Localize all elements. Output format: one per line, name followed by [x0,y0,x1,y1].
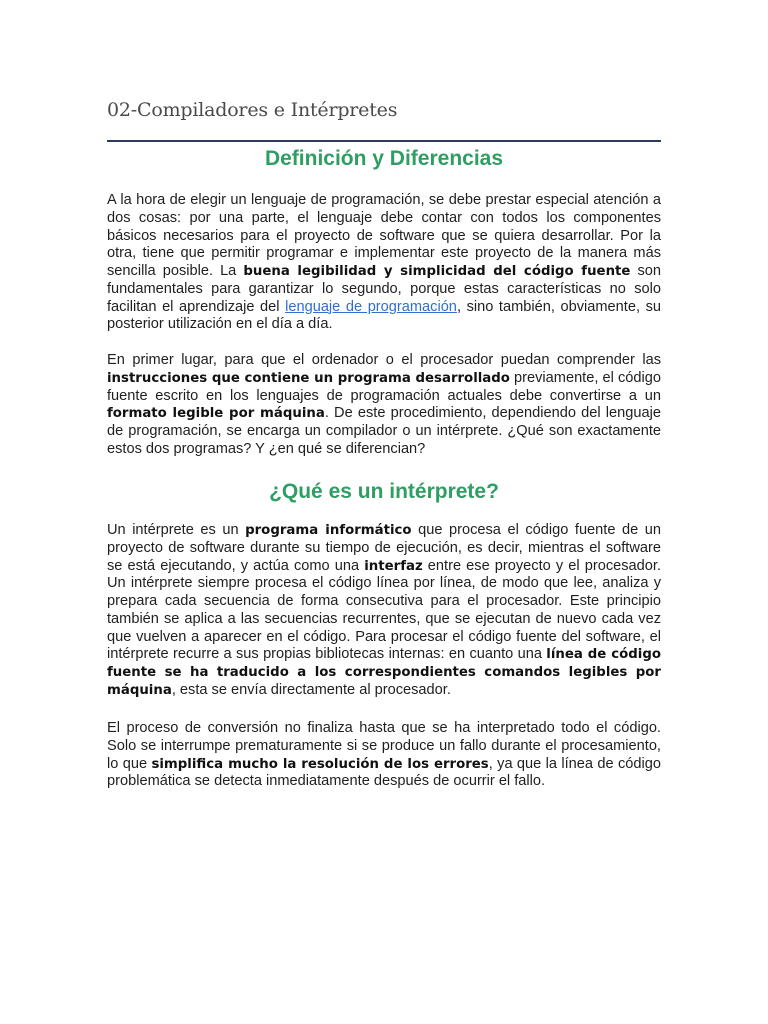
document-title: 02-Compiladores e Intérpretes [107,99,398,121]
text-run: En primer lugar, para que el ordenador o el procesador puedan comprender las [107,352,661,368]
bold-run: formato legible por máquina [107,406,325,422]
text-run: El proceso de conversión no finaliza hasta que se ha interpretado todo el código. Solo se interrumpe prematuramente si se produce un fallo durante el procesamiento, lo que [107,720,661,772]
text-run: previamente, el código fuente escrito en los lenguajes de programación actuales debe convertirse a un [107,369,661,404]
text-run: A la hora de elegir un lenguaje de programación, se debe prestar especial atención a dos cosas: por una parte, el lenguaje debe contar con todos los componentes básicos necesarios para el proyecto de software que se quiera desarrollar. Por la otra, tiene que permitir programar e implementar este proyecto de la manera más sencilla posible. La [107,192,661,279]
paragraph-intro [107,192,661,334]
link-lenguaje-de-programacion[interactable]: lenguaje de programación [285,298,457,315]
title-divider [107,140,661,142]
text-run: . De este procedimiento, dependiendo del lenguaje de programación, se encarga un compilador o un intérprete. ¿Qué son exactamente estos dos programas? Y ¿en qué se diferencian? [107,405,661,457]
text-run: , esta se envía directamente al procesador. [171,681,451,698]
paragraph-interprete [107,522,661,700]
text-run: son fundamentales para garantizar lo segundo, porque estas características no solo facilitan el aprendizaje del [107,263,661,315]
text-run: , sino también, obviamente, su posterior utilización en el día a día. [107,298,661,333]
bold-run: buena legibilidad y simplicidad del código fuente [243,264,631,279]
bold-run: simplifica mucho la resolución de los errores [151,756,489,772]
bold-run: línea de código fuente se ha traducido a los correspondientes comandos legibles por máquina [107,647,661,698]
paragraph-primer-lugar [107,352,661,459]
bold-run: instrucciones que contiene un programa desarrollado [107,370,510,386]
section-heading-interprete: ¿Qué es un intérprete? [269,480,499,503]
bold-run: programa informático [245,523,412,538]
text-run: Un intérprete es un [107,522,246,538]
text-run: entre ese proyecto y el procesador. Un intérprete siempre procesa el código línea por línea, de modo que lee, analiza y prepara cada secuencia de forma consecutiva para el procesador. Este principio también se aplica a las secuencias recurrentes, que se ejecutan de nuevo cada vez que vuelven a aparecer en el código. Para procesar el código fuente del software, el intérprete recurre a sus propias bibliotecas internas: en cuanto una [107,557,661,663]
section-heading-definicion: Definición y Diferencias [264,147,504,170]
bold-run: interfaz [364,558,423,574]
text-run: , ya que la línea de código problemática se detecta inmediatamente después de ocurrir el fallo. [107,755,661,790]
paragraph-conversion [107,720,661,791]
text-run: que procesa el código fuente de un proyecto de software durante su tiempo de ejecución, es decir, mientras el software se está ejecutando, y actúa como una [107,522,661,574]
